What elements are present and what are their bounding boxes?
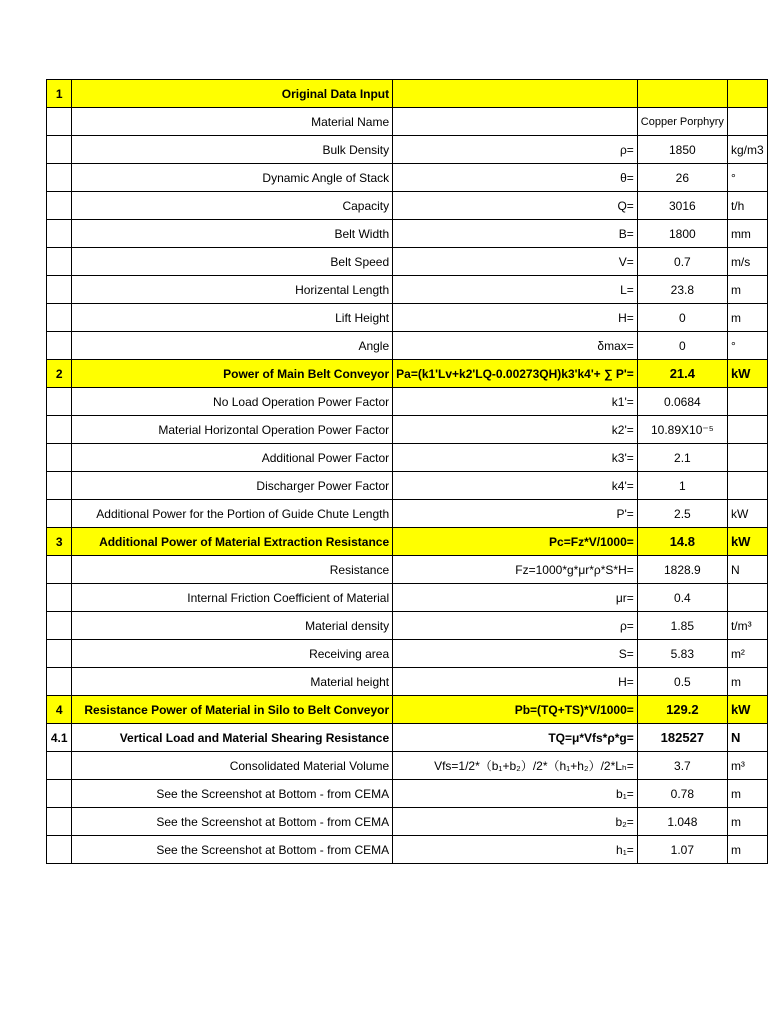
description-cell[interactable]: Resistance Power of Material in Silo to Belt Conveyor (72, 696, 393, 724)
row-number-cell[interactable] (47, 612, 72, 640)
table-row (47, 780, 768, 808)
value-cell[interactable]: 3.7 (637, 752, 727, 780)
value-cell[interactable]: 21.4 (637, 360, 727, 388)
value-cell[interactable]: 0.4 (637, 584, 727, 612)
description-cell[interactable]: Horizental Length (72, 276, 393, 304)
unit-cell[interactable] (727, 584, 767, 612)
value-cell[interactable]: 1.048 (637, 808, 727, 836)
table-row (47, 192, 768, 220)
formula-cell[interactable]: h₁= (393, 836, 638, 864)
section-header-row (47, 80, 768, 108)
row-number-cell[interactable] (47, 108, 72, 136)
section-header-row (47, 696, 768, 724)
unit-cell[interactable]: N (727, 556, 767, 584)
unit-cell[interactable]: mm (727, 220, 767, 248)
row-number-cell[interactable] (47, 752, 72, 780)
row-number-cell[interactable]: 3 (47, 528, 72, 556)
table-row (47, 136, 768, 164)
unit-cell[interactable]: kg/m3 (727, 136, 767, 164)
value-cell[interactable]: 0.78 (637, 780, 727, 808)
unit-cell[interactable] (727, 80, 767, 108)
row-number-cell[interactable] (47, 640, 72, 668)
formula-cell[interactable]: V= (393, 248, 638, 276)
value-cell[interactable]: 2.5 (637, 500, 727, 528)
row-number-cell[interactable]: 1 (47, 80, 72, 108)
formula-cell[interactable]: Pc=Fz*V/1000= (393, 528, 638, 556)
description-cell[interactable]: Vertical Load and Material Shearing Resistance (72, 724, 393, 752)
formula-cell[interactable]: θ= (393, 164, 638, 192)
sheet-body (47, 80, 768, 864)
description-cell[interactable]: Additional Power Factor (72, 444, 393, 472)
formula-cell[interactable]: μr= (393, 584, 638, 612)
row-number-cell[interactable] (47, 556, 72, 584)
value-cell[interactable]: 1800 (637, 220, 727, 248)
row-number-cell[interactable] (47, 220, 72, 248)
unit-cell[interactable]: kW (727, 528, 767, 556)
value-cell[interactable]: 5.83 (637, 640, 727, 668)
description-cell[interactable]: Dynamic Angle of Stack (72, 164, 393, 192)
unit-cell[interactable]: m/s (727, 248, 767, 276)
unit-cell[interactable]: N (727, 724, 767, 752)
table-row (47, 416, 768, 444)
row-number-cell[interactable] (47, 388, 72, 416)
unit-cell[interactable] (727, 416, 767, 444)
formula-cell[interactable]: ρ= (393, 136, 638, 164)
description-cell[interactable]: Bulk Density (72, 136, 393, 164)
table-row (47, 472, 768, 500)
value-cell[interactable]: 3016 (637, 192, 727, 220)
section-header-row (47, 528, 768, 556)
formula-cell[interactable]: k3'= (393, 444, 638, 472)
description-cell[interactable]: Material height (72, 668, 393, 696)
formula-cell[interactable]: H= (393, 304, 638, 332)
formula-cell[interactable]: k1'= (393, 388, 638, 416)
description-cell[interactable]: Additional Power for the Portion of Guide Chute Length (72, 500, 393, 528)
table-row (47, 220, 768, 248)
value-cell[interactable]: 14.8 (637, 528, 727, 556)
formula-cell[interactable]: Pa=(k1'Lv+k2'LQ-0.00273QH)k3'k4'+ ∑ P'= (393, 360, 638, 388)
value-cell[interactable]: 1828.9 (637, 556, 727, 584)
row-number-cell[interactable] (47, 836, 72, 864)
value-cell[interactable]: 26 (637, 164, 727, 192)
table-row (47, 388, 768, 416)
unit-cell[interactable]: ° (727, 164, 767, 192)
formula-cell[interactable]: ρ= (393, 612, 638, 640)
unit-cell[interactable]: m² (727, 640, 767, 668)
unit-cell[interactable]: t/h (727, 192, 767, 220)
row-number-cell[interactable] (47, 780, 72, 808)
formula-cell[interactable] (393, 80, 638, 108)
section-header-row (47, 360, 768, 388)
value-cell[interactable]: 182527 (637, 724, 727, 752)
formula-cell[interactable]: B= (393, 220, 638, 248)
formula-cell[interactable]: Vfs=1/2*（b₁+b₂）/2*（h₁+h₂）/2*Lₕ= (393, 752, 638, 780)
unit-cell[interactable] (727, 444, 767, 472)
description-cell[interactable]: Belt Width (72, 220, 393, 248)
table-row (47, 444, 768, 472)
description-cell[interactable]: Angle (72, 332, 393, 360)
unit-cell[interactable]: m (727, 780, 767, 808)
value-cell[interactable]: 1850 (637, 136, 727, 164)
table-row (47, 500, 768, 528)
row-number-cell[interactable] (47, 304, 72, 332)
formula-cell[interactable]: Q= (393, 192, 638, 220)
row-number-cell[interactable]: 4.1 (47, 724, 72, 752)
table-row (47, 724, 768, 752)
row-number-cell[interactable] (47, 584, 72, 612)
unit-cell[interactable]: kW (727, 696, 767, 724)
row-number-cell[interactable] (47, 276, 72, 304)
table-row (47, 164, 768, 192)
value-cell[interactable]: 0.5 (637, 668, 727, 696)
value-cell[interactable]: 1.07 (637, 836, 727, 864)
description-cell[interactable]: Original Data Input (72, 80, 393, 108)
formula-cell[interactable]: S= (393, 640, 638, 668)
description-cell[interactable]: Power of Main Belt Conveyor (72, 360, 393, 388)
table-row (47, 304, 768, 332)
unit-cell[interactable]: t/m³ (727, 612, 767, 640)
row-number-cell[interactable]: 4 (47, 696, 72, 724)
unit-cell[interactable]: m (727, 276, 767, 304)
row-number-cell[interactable] (47, 500, 72, 528)
description-cell[interactable]: See the Screenshot at Bottom - from CEMA (72, 780, 393, 808)
formula-cell[interactable]: P'= (393, 500, 638, 528)
value-cell[interactable]: 10.89X10⁻⁵ (637, 416, 727, 444)
formula-cell[interactable]: Pb=(TQ+TS)*V/1000= (393, 696, 638, 724)
description-cell[interactable]: Material Name (72, 108, 393, 136)
formula-cell[interactable]: Fz=1000*g*μr*ρ*S*H= (393, 556, 638, 584)
formula-cell[interactable]: b₂= (393, 808, 638, 836)
description-cell[interactable]: No Load Operation Power Factor (72, 388, 393, 416)
description-cell[interactable]: Receiving area (72, 640, 393, 668)
value-cell[interactable]: 23.8 (637, 276, 727, 304)
unit-cell[interactable]: ° (727, 332, 767, 360)
description-cell[interactable]: See the Screenshot at Bottom - from CEMA (72, 836, 393, 864)
description-cell[interactable]: Lift Height (72, 304, 393, 332)
formula-cell[interactable]: H= (393, 668, 638, 696)
description-cell[interactable]: Belt Speed (72, 248, 393, 276)
table-row (47, 108, 768, 136)
description-cell[interactable]: Internal Friction Coefficient of Material (72, 584, 393, 612)
description-cell[interactable]: Material Horizontal Operation Power Factor (72, 416, 393, 444)
row-number-cell[interactable] (47, 248, 72, 276)
value-cell[interactable]: 0 (637, 332, 727, 360)
unit-cell[interactable] (727, 108, 767, 136)
table-row (47, 248, 768, 276)
value-cell[interactable]: 2.1 (637, 444, 727, 472)
unit-cell[interactable]: kW (727, 500, 767, 528)
value-cell[interactable]: 129.2 (637, 696, 727, 724)
formula-cell[interactable]: k4'= (393, 472, 638, 500)
formula-cell[interactable]: L= (393, 276, 638, 304)
value-cell[interactable]: 0.0684 (637, 388, 727, 416)
formula-cell[interactable]: TQ=μ*Vfs*ρ*g= (393, 724, 638, 752)
description-cell[interactable]: Additional Power of Material Extraction Resistance (72, 528, 393, 556)
unit-cell[interactable]: m (727, 836, 767, 864)
table-row (47, 668, 768, 696)
row-number-cell[interactable] (47, 192, 72, 220)
row-number-cell[interactable] (47, 808, 72, 836)
formula-cell[interactable]: δmax= (393, 332, 638, 360)
unit-cell[interactable]: m³ (727, 752, 767, 780)
description-cell[interactable]: See the Screenshot at Bottom - from CEMA (72, 808, 393, 836)
unit-cell[interactable]: kW (727, 360, 767, 388)
row-number-cell[interactable] (47, 472, 72, 500)
description-cell[interactable]: Discharger Power Factor (72, 472, 393, 500)
table-row (47, 836, 768, 864)
table-row (47, 752, 768, 780)
formula-cell[interactable]: k2'= (393, 416, 638, 444)
unit-cell[interactable] (727, 388, 767, 416)
unit-cell[interactable]: m (727, 668, 767, 696)
description-cell[interactable]: Consolidated Material Volume (72, 752, 393, 780)
row-number-cell[interactable] (47, 136, 72, 164)
row-number-cell[interactable] (47, 444, 72, 472)
value-cell[interactable]: Copper Porphyry (637, 108, 727, 136)
row-number-cell[interactable]: 2 (47, 360, 72, 388)
description-cell[interactable]: Material density (72, 612, 393, 640)
value-cell[interactable]: 1.85 (637, 612, 727, 640)
description-cell[interactable]: Resistance (72, 556, 393, 584)
value-cell[interactable]: 0.7 (637, 248, 727, 276)
formula-cell[interactable] (393, 108, 638, 136)
row-number-cell[interactable] (47, 164, 72, 192)
table-row (47, 332, 768, 360)
value-cell[interactable]: 0 (637, 304, 727, 332)
table-row (47, 612, 768, 640)
value-cell[interactable] (637, 80, 727, 108)
table-row (47, 584, 768, 612)
calculation-sheet (46, 79, 768, 864)
table-row (47, 640, 768, 668)
row-number-cell[interactable] (47, 668, 72, 696)
formula-cell[interactable]: b₁= (393, 780, 638, 808)
table-row (47, 808, 768, 836)
description-cell[interactable]: Capacity (72, 192, 393, 220)
unit-cell[interactable]: m (727, 304, 767, 332)
table-row (47, 556, 768, 584)
unit-cell[interactable] (727, 472, 767, 500)
value-cell[interactable]: 1 (637, 472, 727, 500)
table-row (47, 276, 768, 304)
row-number-cell[interactable] (47, 416, 72, 444)
unit-cell[interactable]: m (727, 808, 767, 836)
row-number-cell[interactable] (47, 332, 72, 360)
